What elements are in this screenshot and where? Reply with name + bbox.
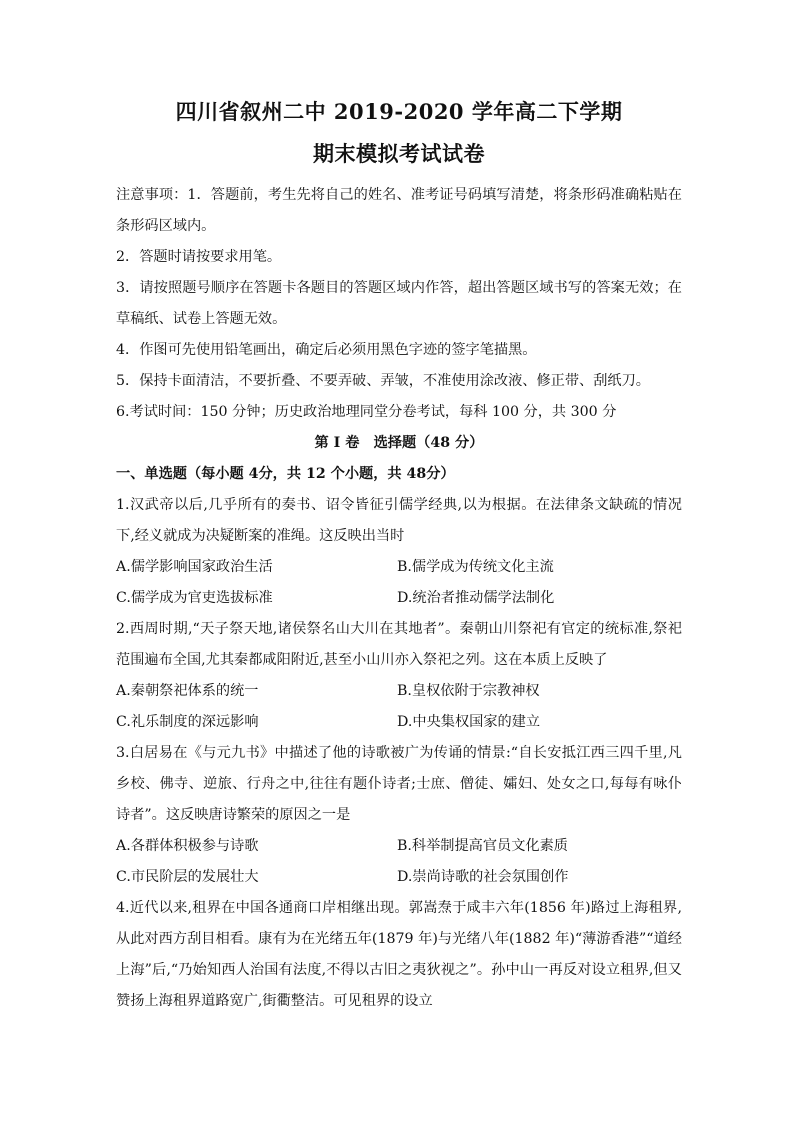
question-stem: 3.白居易在《与元九书》中描述了他的诗歌被广为传诵的情景:“自长安抵江西三四千里,凡乡校、佛寺、逆旅、行舟之中,往往有题仆诗者;士庶、僧徒、孀妇、处女之口,每每有咏仆诗者”。这反映唐诗繁荣的原因之一是 [116,745,682,823]
question-2 [116,614,682,738]
option-b[interactable]: B.儒学成为传统文化主流 [397,559,554,575]
option-c[interactable]: C.儒学成为官吏选拔标准 [116,590,273,606]
section-title: 第 I 卷 选择题（48 分） [314,435,484,451]
question-stem: 2.西周时期,“天子祭天地,诸侯祭名山大川在其地者”。秦朝山川祭祀有官定的统标准,祭祀范围遍布全国,尤其秦都咸阳附近,甚至小山川亦入祭祀之列。这在本质上反映了 [116,621,682,668]
option-b[interactable]: B.皇权依附于宗教神权 [397,683,540,699]
question-stem: 1.汉武帝以后,几乎所有的奏书、诏令皆征引儒学经典,以为根据。在法律条文缺疏的情况下,经义就成为决疑断案的准绳。这反映出当时 [116,497,682,544]
notice-item-1: 注意事项：1．答题前，考生先将自己的姓名、准考证号码填写清楚，将条形码准确粘贴在条形码区域内。 [116,187,682,234]
notice-item-4: 4．作图可先使用铅笔画出，确定后必须用黑色字迹的签字笔描黑。 [116,342,537,358]
subsection-title: 一、单选题（每小题 4分，共 12 个小题，共 48分） [116,466,455,482]
option-d[interactable]: D.统治者推动儒学法制化 [397,590,555,606]
option-d[interactable]: D.中央集权国家的建立 [397,714,541,730]
notice-item-5: 5．保持卡面清洁，不要折叠、不要弄破、弄皱，不准使用涂改液、修正带、刮纸刀。 [116,373,650,389]
question-options [116,831,682,893]
notice-item-3: 3．请按照题号顺序在答题卡各题目的答题区域内作答，超出答题区域书写的答案无效；在草稿纸、试卷上答题无效。 [116,280,682,327]
exam-title-line2: 期末模拟考试试卷 [313,141,485,166]
question-1 [116,490,682,614]
option-d[interactable]: D.崇尚诗歌的社会氛围创作 [397,869,569,885]
option-a[interactable]: A.儒学影响国家政治生活 [116,559,273,575]
option-a[interactable]: A.各群体积极参与诗歌 [116,838,259,854]
exam-title-line1: 四川省叙州二中 2019-2020 学年高二下学期 [175,99,623,124]
option-a[interactable]: A.秦朝祭祀体系的统一 [116,683,259,699]
question-stem: 4.近代以来,租界在中国各通商口岸相继出现。郭嵩焘于咸丰六年(1856 年)路过上海租界,从此对西方刮目相看。康有为在光绪五年(1879 年)与光绪八年(1882 年)“薄游香港”“道经上海”后,“乃始知西人治国有法度,不得以古旧之夷狄视之”。孙中山一再反对设立租界,但又赞扬上海租界道路宽广,街衢整洁。可见租界的设立 [116,900,682,1009]
question-3 [116,738,682,893]
question-4 [116,893,682,1017]
notice-item-2: 2．答题时请按要求用笔。 [116,249,282,265]
notice-item-6: 6.考试时间：150 分钟；历史政治地理同堂分卷考试，每科 100 分，共 300 分 [116,404,617,420]
notice-block [116,180,682,428]
question-options [116,552,682,614]
option-c[interactable]: C.礼乐制度的深远影响 [116,714,259,730]
option-b[interactable]: B.科举制提高官员文化素质 [397,838,568,854]
question-options [116,676,682,738]
option-c[interactable]: C.市民阶层的发展壮大 [116,869,259,885]
